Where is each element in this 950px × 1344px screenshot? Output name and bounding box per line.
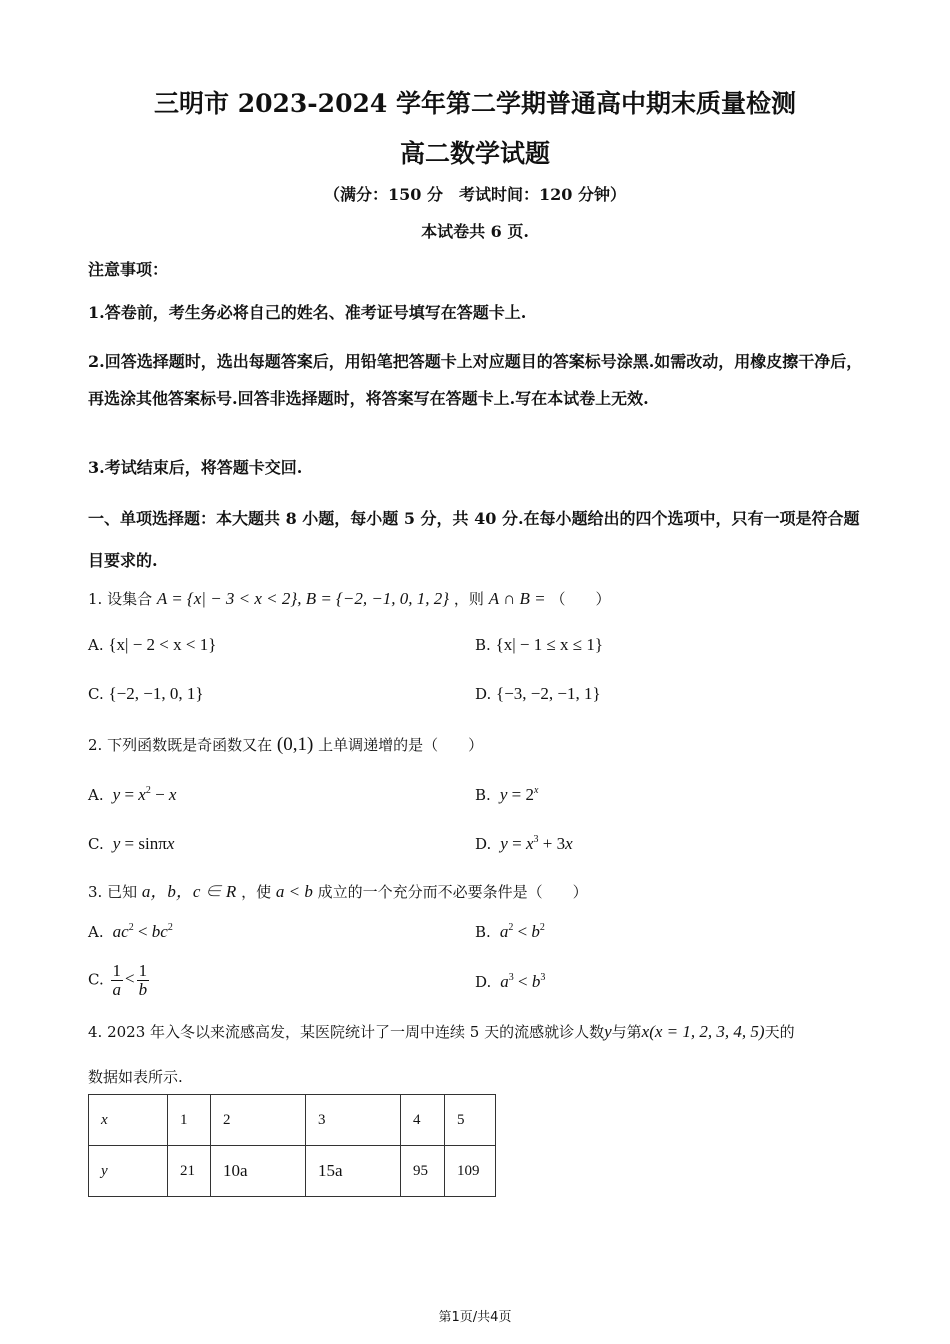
table-cell: 4: [401, 1095, 445, 1146]
table-cell: 95: [401, 1146, 445, 1197]
q1-option-d[interactable]: [475, 684, 601, 704]
notice-item-2: 2.回答选择题时，选出每题答案后，用铅笔把答题卡上对应题目的答案标号涂黑.如需改动，用橡皮擦干净后，再选涂其他答案标号.回答非选择题时，将答案写在答题卡上.写在本试卷上无效.: [88, 352, 863, 408]
pages-note: 本试卷共 6 页.: [421, 222, 529, 241]
q2-prefix: 2. 下列函数既是奇函数又在: [88, 736, 273, 754]
table-cell: 109: [445, 1146, 496, 1197]
question-4: [88, 1021, 795, 1042]
option-label: C.: [88, 970, 104, 989]
data-table: [88, 1094, 496, 1197]
table-row: [89, 1095, 496, 1146]
table-cell: 5: [445, 1095, 496, 1146]
q3-option-a[interactable]: [88, 922, 173, 942]
option-label: A.: [88, 786, 104, 804]
question-2: [88, 734, 483, 756]
q3-option-c[interactable]: [88, 962, 151, 999]
notice-heading: 注意事项：: [88, 260, 169, 279]
table-cell: 1: [168, 1095, 211, 1146]
question-1: [88, 588, 610, 609]
q4-range: (x = 1, 2, 3, 4, 5): [649, 1022, 765, 1041]
q4-text-a: 4. 2023 年入冬以来流感高发，某医院统计了一周中连续 5 天的流感就诊人数: [88, 1023, 605, 1041]
q1-suffix: （ ）: [550, 590, 611, 608]
option-label: B.: [475, 923, 491, 941]
option-formula: y = sinπx: [112, 834, 175, 853]
table-cell: x: [89, 1095, 168, 1146]
q1-expr: A ∩ B =: [488, 589, 546, 608]
q1-prefix: 1. 设集合: [88, 590, 153, 608]
option-formula: $a^2 < b^2$: [499, 922, 545, 941]
table-cell: 2: [211, 1095, 306, 1146]
q3-option-d[interactable]: [475, 972, 545, 992]
option-label: D.: [475, 973, 492, 991]
q4-var-y: y: [604, 1022, 612, 1041]
q3-suffix: 成立的一个充分而不必要条件是（ ）: [317, 883, 588, 901]
question-3: [88, 877, 588, 902]
q4-line-2: 数据如表所示.: [88, 1068, 183, 1086]
notice-item-3: 3.考试结束后，将答题卡交回.: [88, 458, 303, 477]
option-text: {−3, −2, −1, 1}: [496, 684, 601, 703]
table-cell: 21: [168, 1146, 211, 1197]
q1-option-a[interactable]: [88, 635, 216, 655]
notice-item-1: 1.答卷前，考生务必将自己的姓名、准考证号填写在答题卡上.: [88, 303, 527, 322]
q3-mid: ，使: [241, 883, 272, 901]
q2-option-b[interactable]: [475, 785, 538, 805]
exam-title: 三明市 2023-2024 学年第二学期普通高中期末质量检测: [154, 89, 796, 118]
option-text: {−2, −1, 0, 1}: [108, 684, 204, 703]
q2-interval: (0,1): [276, 734, 314, 755]
q4-text-c: 天的: [764, 1023, 795, 1041]
q3-prefix: 3. 已知: [88, 883, 138, 901]
q3-option-b[interactable]: [475, 922, 545, 942]
option-text: {x| − 1 ≤ x ≤ 1}: [495, 635, 604, 654]
table-cell: 10a: [211, 1146, 306, 1197]
option-formula: $y = x^2 - x$: [112, 785, 177, 804]
table-cell: 3: [306, 1095, 401, 1146]
option-formula: $y = 2^x$: [499, 785, 539, 804]
exam-subtitle: 高二数学试题: [399, 139, 550, 168]
q3-cond: a < b: [275, 882, 313, 901]
page-footer: 第1页/共4页: [438, 1310, 512, 1325]
option-label: C.: [88, 685, 104, 703]
option-formula: $\frac{1}{a}$ < $\frac{1}{b}$: [112, 961, 148, 999]
option-formula: $a^3 < b^3$: [500, 972, 546, 991]
option-label: A.: [88, 636, 104, 654]
option-formula: $ac^2 < bc^2$: [112, 922, 173, 941]
table-cell: 15a: [306, 1146, 401, 1197]
exam-meta: （满分：150 分 考试时间：120 分钟）: [324, 185, 626, 204]
option-label: D.: [475, 835, 492, 853]
q2-option-c[interactable]: [88, 834, 174, 854]
q4-text-b: 与第: [611, 1023, 642, 1041]
section-heading: 一、单项选择题：本大题共 8 小题，每小题 5 分，共 40 分.在每小题给出的四个选项中，只有一项是符合题目要求的.: [88, 509, 860, 570]
table-cell: y: [89, 1146, 168, 1197]
q2-option-d[interactable]: [475, 834, 573, 854]
q3-vars: a，b，c ∈ R: [141, 882, 237, 901]
option-label: D.: [475, 685, 492, 703]
option-label: B.: [475, 786, 491, 804]
q1-sets: A = {x| − 3 < x < 2}, B = {−2, −1, 0, 1, 2}: [156, 589, 450, 608]
q1-mid: ，则: [453, 590, 484, 608]
option-label: C.: [88, 835, 104, 853]
option-text: {x| − 2 < x < 1}: [108, 635, 217, 654]
q4-var-x: x: [641, 1022, 650, 1041]
q2-suffix: 上单调递增的是（ ）: [318, 736, 484, 754]
table-row: [89, 1146, 496, 1197]
q1-option-c[interactable]: [88, 684, 204, 704]
q1-option-b[interactable]: [475, 635, 603, 655]
option-formula: $y = x^3 + 3x$: [500, 834, 573, 853]
option-label: A.: [88, 923, 104, 941]
q2-option-a[interactable]: [88, 785, 176, 805]
option-label: B.: [475, 636, 491, 654]
